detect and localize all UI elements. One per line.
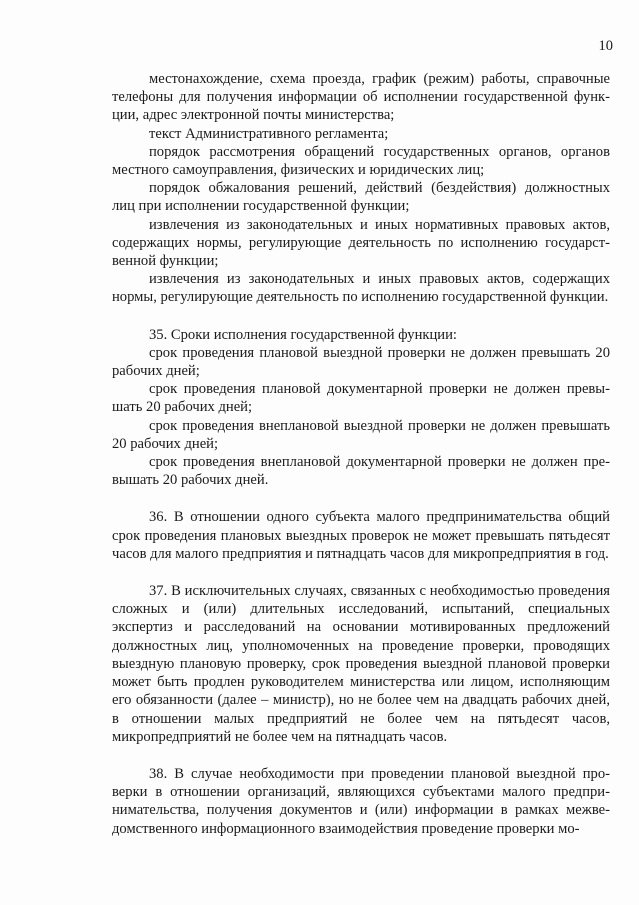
term-unplanned-documentary: срок проведения внеплановой документарной проверки не должен превышать 20 рабочих дней. bbox=[112, 454, 610, 489]
section-36: 36. В отношении одного субъекта малого предпринимательства общий срок проведения плановых выездных проверок не может превышать пятьдесят часов для малого предприятия и пятнадцать часов для микропредприятия в год. bbox=[112, 509, 610, 562]
paragraph-gap bbox=[112, 746, 610, 765]
section-38: 38. В случае необходимости при проведении плановой выездной проверки в отношении организаций, являющихся субъектами малого предпринимательства, получения документов и (или) информации в рамках межведомственного информационного взаимодействия проведение проверки мо- bbox=[112, 765, 610, 837]
document-body bbox=[112, 70, 610, 838]
paragraph-gap bbox=[112, 489, 610, 508]
term-planned-documentary: срок проведения плановой документарной проверки не должен превышать 20 рабочих дней; bbox=[112, 381, 610, 416]
paragraph-appeals-procedure: порядок рассмотрения обращений государственных органов, органов местного самоуправления, физических и юридических лиц; bbox=[112, 143, 610, 179]
paragraph-legal-extracts: извлечения из законодательных и иных правовых актов, содержащих нормы, регулирующие деятельность по исполнению государственной функции. bbox=[112, 271, 610, 306]
paragraph-complaints-procedure: порядок обжалования решений, действий (бездействия) должностных лиц при исполнении государственной функции; bbox=[112, 180, 610, 215]
section-37: 37. В исключительных случаях, связанных с необходимостью проведения сложных и (или) длительных исследований, испытаний, специальных экспертиз и расследований на основании мотивированных предложений должностных лиц, уполномоченных на проведение проверки, проводящих выездную плановую проверку, срок проведения выездной плановой проверки может быть продлен руководителем министерства или лицом, исполняющим его обязанности (далее – министр), но не более чем на двадцать рабочих дней, в отношении малых предприятий не более чем на пятьдесят часов, микропредприятий не более чем на пятнадцать часов. bbox=[112, 583, 610, 745]
paragraph-gap bbox=[112, 563, 610, 582]
paragraph-location-info: местонахождение, схема проезда, график (режим) работы, справочные телефоны для получения информации об исполнении государственной функции, адрес электронной почты министерства; bbox=[112, 71, 610, 124]
term-unplanned-onsite: срок проведения внеплановой выездной проверки не должен превышать 20 рабочих дней; bbox=[112, 417, 610, 452]
page-number: 10 bbox=[598, 38, 613, 54]
paragraph-gap bbox=[112, 307, 610, 326]
paragraph-normative-extracts: извлечения из законодательных и иных нормативных правовых актов, содержащих нормы, регулирующие деятельность по исполнению государственной функции; bbox=[112, 216, 610, 270]
section-35-heading: 35. Сроки исполнения государственной функции: bbox=[149, 326, 457, 343]
term-planned-onsite: срок проведения плановой выездной проверки не должен превышать 20 рабочих дней; bbox=[112, 344, 610, 380]
paragraph-regulation-text: текст Административного регламента; bbox=[149, 125, 389, 142]
